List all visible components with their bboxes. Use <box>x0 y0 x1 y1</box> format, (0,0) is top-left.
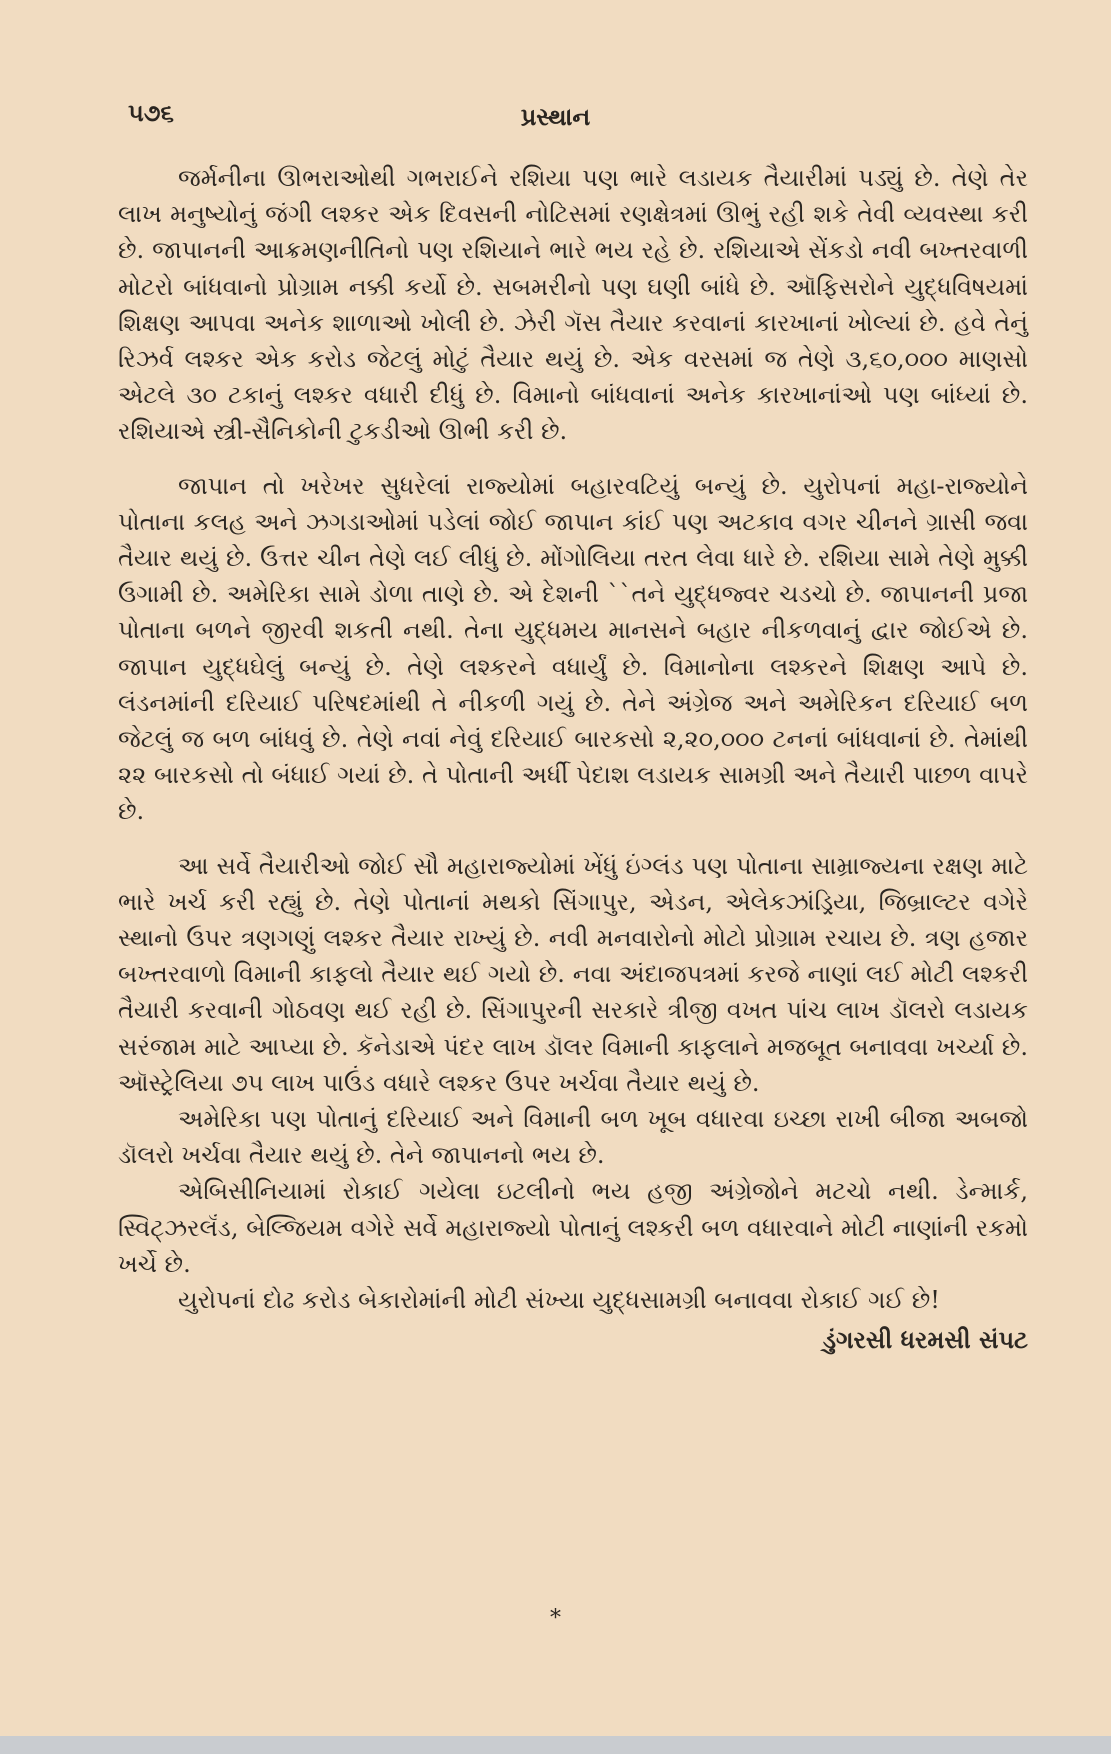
author-signature: ડુંગરસી ધરમસી સંપટ <box>822 1325 1028 1355</box>
paragraph-europe: એબિસીનિયામાં રોકાઈ ગયેલા ઇટલીનો ભય હજી અંગ્રેજોને મટચો નથી. ડેન્માર્ક, સ્વિટ્ઝરલૅંડ, બેલ્જિયમ વગેરે સર્વે મહારાજ્યો પોતાનું લશ્કરી બળ વધારવાને મોટી નાણાંની રકમો ખર્ચે છે. <box>118 1177 1028 1278</box>
end-asterisk: * <box>550 1606 561 1631</box>
page-number: ૫૭૬ <box>128 98 174 127</box>
paragraph-russia: જર્મનીના ઊભરાઓથી ગભરાઈને રશિયા પણ ભારે લડાયક તૈયારીમાં પડ્યું છે. તેણે તેર લાખ મનુષ્યોનું જંગી લશ્કર એક દિવસની નોટિસમાં રણક્ષેત્રમાં ઊભું રહી શકે તેવી વ્યવસ્થા કરી છે. જાપાનની આક્રમણનીતિનો પણ રશિયાને ભારે ભય રહે છે. રશિયાએ સેંકડો નવી બખ્તરવાળી મોટરો બાંધવાનો પ્રોગ્રામ નક્કી કર્યો છે. સબમરીનો પણ ઘણી બાંધે છે. ઑફિસરોને યુદ્ધવિષયમાં શિક્ષણ આપવા અનેક શાળાઓ ખોલી છે. ઝેરી ગૅસ તૈયાર કરવાનાં કારખાનાં ખોલ્યાં છે. હવે તેનું રિઝર્વ લશ્કર એક કરોડ જેટલું મોટું તૈયાર થયું છે. એક વરસમાં જ તેણે ૩,૬૦,૦૦૦ માણસો એટલે ૩૦ ટકાનું લશ્કર વધારી દીધું છે. વિમાનો બાંધવાનાં અનેક કારખાનાંઓ પણ બાંધ્યાં છે. રશિયાએ સ્ત્રી-સૈનિકોની ટુકડીઓ ઊભી કરી છે. <box>118 164 1028 446</box>
article-body <box>118 160 1028 1358</box>
paragraph-america: અમેરિકા પણ પોતાનું દરિયાઈ અને વિમાની બળ ખૂબ વધારવા ઇચ્છા રાખી બીજા અબજો ડૉલરો ખર્ચવા તૈયાર થયું છે. તેને જાપાનનો ભય છે. <box>118 1105 1028 1170</box>
running-head-title: પ્રસ્થાન <box>520 102 591 131</box>
paragraph-japan: જાપાન તો ખરેખર સુધરેલાં રાજ્યોમાં બહારવટિયું બન્યું છે. યુરોપનાં મહા-રાજ્યોને પોતાના કલહ અને ઝગડાઓમાં પડેલાં જોઈ જાપાન કાંઈ પણ અટકાવ વગર ચીનને ગ્રાસી જવા તૈયાર થયું છે. ઉત્તર ચીન તેણે લઈ લીધું છે. મોંગોલિયા તરત લેવા ધારે છે. રશિયા સામે તેણે મુક્કી ઉગામી છે. અમેરિકા સામે ડોળા તાણે છે. એ દેશની ``તને યુદ્ધજ્વર ચડચો છે. જાપાનની પ્રજા પોતાના બળને જીરવી શકતી નથી. તેના યુદ્ધમય માનસને બહાર નીકળવાનું દ્વાર જોઈએ છે. જાપાન યુદ્ધઘેલું બન્યું છે. તેણે લશ્કરને વધાર્યું છે. વિમાનોના લશ્કરને શિક્ષણ આપે છે. લંડનમાંની દરિયાઈ પરિષદમાંથી તે નીકળી ગયું છે. તેને અંગ્રેજ અને અમેરિકન દરિયાઈ બળ જેટલું જ બળ બાંધવું છે. તેણે નવાં નેવું દરિયાઈ બારકસો ૨,૨૦,૦૦૦ ટનનાં બાંધવાનાં છે. તેમાંથી ૨૨ બારકસો તો બંધાઈ ગયાં છે. તે પોતાની અર્ધી પેદાશ લડાયક સામગ્રી અને તૈયારી પાછળ વાપરે છે. <box>118 471 1028 826</box>
scan-bottom-strip <box>0 1736 1111 1754</box>
paragraph-england: આ સર્વે તૈયારીઓ જોઈ સૌ મહારાજ્યોમાં ખેંધું ઇંગ્લંડ પણ પોતાના સામ્રાજ્યના રક્ષણ માટે ભારે ખર્ચ કરી રહ્યું છે. તેણે પોતાનાં મથકો સિંગાપુર, એડન, એલેકઝાંડ્રિયા, જિબ્રાલ્ટર વગેરે સ્થાનો ઉપર ત્રણગણું લશ્કર તૈયાર રાખ્યું છે. નવી મનવારોનો મોટો પ્રોગ્રામ રચાય છે. ત્રણ હજાર બખ્તરવાળો વિમાની કાફલો તૈયાર થઈ ગયો છે. નવા અંદાજપત્રમાં કરજે નાણાં લઈ મોટી લશ્કરી તૈયારી કરવાની ગોઠવણ થઈ રહી છે. સિંગાપુરની સરકારે ત્રીજી વખત પાંચ લાખ ડૉલરો લડાયક સરંજામ માટે આપ્યા છે. કૅનેડાએ પંદર લાખ ડૉલર વિમાની કાફલાને મજબૂત બનાવવા ખર્ચ્યા છે. ઑસ્ટ્રેલિયા ૭૫ લાખ પાઉંડ વધારે લશ્કર ઉપર ખર્ચવા તૈયાર થયું છે. <box>118 851 1028 1097</box>
paragraph-closing: યુરોપનાં દોઢ કરોડ બેકારોમાંની મોટી સંખ્યા યુદ્ધસામગ્રી બનાવવા રોકાઈ ગઈ છે! <box>178 1286 940 1315</box>
